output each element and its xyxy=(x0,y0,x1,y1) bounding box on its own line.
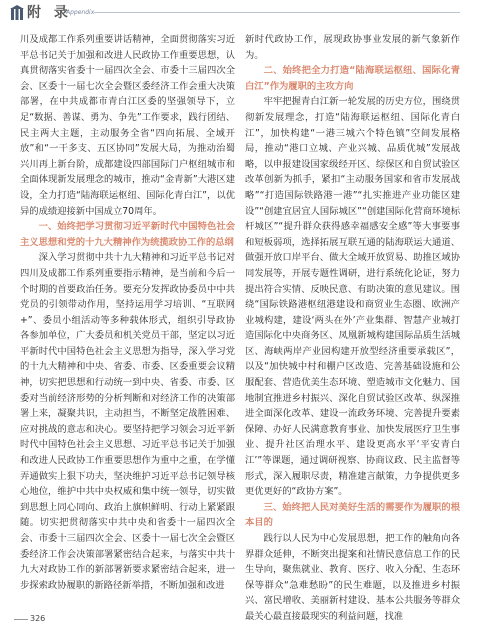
section-subtitle: Appendix xyxy=(66,9,95,16)
appendix-logo-icon xyxy=(10,5,24,21)
page-header xyxy=(0,0,480,26)
left-column xyxy=(20,32,235,593)
section-heading-1: 一、始终把学习贯彻习近平新时代中国特色社会主义思想和党的十九大精神作为统揽政协工作的总纲 xyxy=(20,221,235,248)
paragraph: 新时代政协工作，展现政协事业发展的新气象新作为。 xyxy=(245,34,460,61)
header-rule xyxy=(94,12,460,13)
paragraph: 践行以人民为中心发展思想，把工作的触角向各界群众延伸，不断突出提案和社情民意信息工作的民生导向，聚焦就业、教育、医疗、收入分配、生态环保等群众“急难愁盼”的民生难题，以及推进乡村振兴、富民增收、美丽新村建设、基本公共服务等群众最关心最直接最现实的利益问题，找准 xyxy=(245,533,460,622)
section-heading-2: 二、始终把全力打造“陆海联运枢纽、国际化青白江”作为履职的主攻方向 xyxy=(245,65,460,92)
section-heading-3: 三、始终把人民对美好生活的需要作为履职的根本目的 xyxy=(245,501,460,529)
right-column xyxy=(245,32,460,625)
footer-rule xyxy=(14,619,28,620)
page-number: 326 xyxy=(30,614,46,623)
paragraph: 川及成都工作系列重要讲话精神，全面贯彻落实习近平总书记关于加强和改进人民政协工作重要思想，认真贯彻落实省委十一届四次全会、市委十三届四次全会、区委十一届七次全会暨区委经济工作会重大决策部署，在中共成都市青白江区委的坚强领导下，立足“数据、善谋、勇为、争先”工作要求，践行团结、民主两大主题，主动服务全省“四向拓展、全域开放”和“一干多支、五区协同”发展大局，为推动治蜀兴川再上新台阶，成都建设四部国际门户枢纽城市和全面体现新发展理念的城市，推动“金青新”大港区建设，全力打造“陆海联运枢纽、国际化青白江”，以优异的成绩迎接新中国成立70周年。 xyxy=(20,34,235,217)
paragraph: 牢牢把握青白江新一轮发展的历史方位，围绕贯彻新发展理念，打造“陆海联运枢纽、国际化青白江”，加快构建“一港三城六个特色镇”空间发展格局，推动“港口立城、产业兴城、品质优城”发展战略，以申报建设国家级经开区、综保区和自贸试验区改革创新为抓手，紧扣“主动服务国家和省市发展战略”“打造国际铁路港一港”“扎实推进产业功能区建设”“创建宜居宜人国际城区”“创建国际化营商环境标杆城区”“提升群众获得感幸福感安全感”等大事要事和短板弱项，选择拓展互联互通的陆海联运大通道、做强开放口岸平台、做大全域开放贸易、助推区域协同发展等，开展专题性调研，进行系统化论证，努力提出符合实情、反映民意、有助决策的意见建议。围绕“国际铁路港枢纽港建设和商贸业生态圈、欧洲产业城构建，建设‘两头在外’产业集群、智慧产业城打造国际化中央商务区、凤凰新城构建国际品质生活城区、海峡两岸产业园构建开放型经济重要承载区”，以及“加快城中村和棚户区改造、完善基础设施和公服配套、营造优美生态环境、塑造城市文化魅力、国地制宜推进乡村振兴、深化自贸试验区改革、纵深推进全面深化改革、建设一流政务环境、完善提升要素保障、办好人民满意教育事业、加快发展医疗卫生事业、提升社区治理水平、建设更高水平‘平安青白江’”等课题，通过调研视察、协商议政、民主监督等形式，深入履职尽责，精准建言献策，力争提供更多更优更好的“政协方案”。 xyxy=(245,96,460,498)
paragraph: 深入学习贯彻中共十九大精神和习近平总书记对四川及成都工作系列重要指示精神，是当前和今后一个时期的首要政治任务。要充分发挥政协委员中中共党员的引领带动作用，坚持运用学习培训、“互联网+”、委员小组活动等多种载体形式，组织引导政协各参加单位，广大委员和机关党员干部，坚定以习近平新时代中国特色社会主义思想为指导，深入学习党的十九大精神和中央、省委、市委、区委重要会议精神，切实把思想和行动统一到中央、省委、市委、区委对当前经济形势的分析判断和对经济工作的决策部署上来，凝聚共识，主动担当，不断坚定战胜困难、应对挑战的意志和决心。要坚持把学习领会习近平新时代中国特色社会主义思想、习近平总书记关于加强和改进人民政协工作重要思想作为重中之重，在学懂弄通做实上狠下功夫，坚决维护习近平总书记领导核心地位，维护中共中央权威和集中统一领导，切实做到思想上同心同向、政治上旗帜鲜明、行动上紧紧跟随。切实把贯彻落实中共中央和省委十一届四次全会、市委十三届四次全会、区委十一届七次全会暨区委经济工作会决策部署紧密结合起来，与落实中共十九大对政协工作的新部署新要求紧密结合起来，进一步探索政协履职的新路径新举措，不断加强和改进 xyxy=(20,252,235,591)
section-title: 附 录 xyxy=(27,5,72,21)
